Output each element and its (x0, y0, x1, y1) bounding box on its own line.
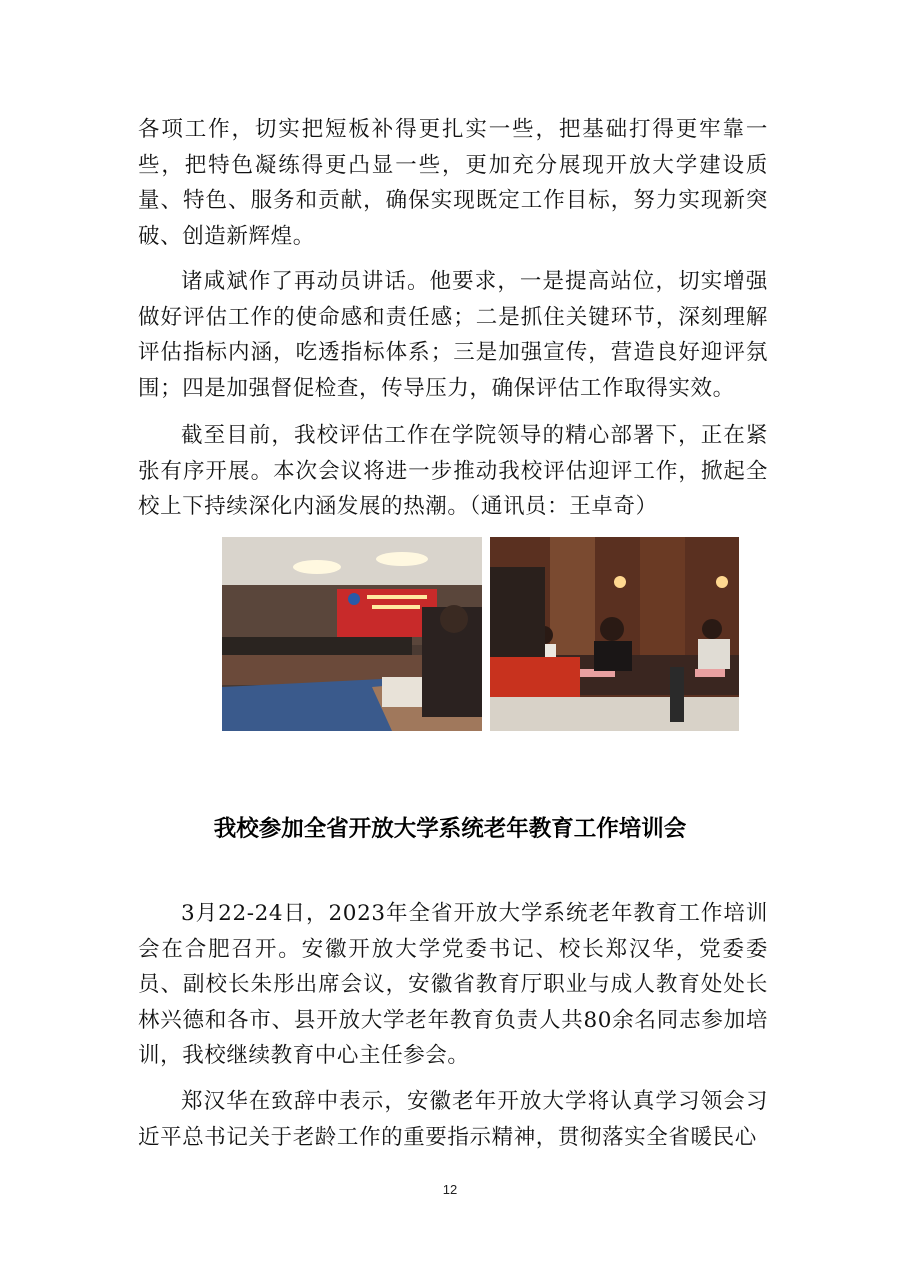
meeting-photo-right (490, 537, 739, 731)
paragraph-5: 郑汉华在致辞中表示，安徽老年开放大学将认真学习领会习近平总书记关于老龄工作的重要指示精神，贯彻落实全省暖民心 (138, 1089, 768, 1150)
page-number: 12 (442, 1182, 458, 1197)
paragraph-4: 3月22-24日，2023年全省开放大学系统老年教育工作培训会在合肥召开。安徽开放大学党委书记、校长郑汉华，党委委员、副校长朱彤出席会议，安徽省教育厅职业与成人教育处处长林兴德和各市、县开放大学老年教育负责人共80余名同志参加培训，我校继续教育中心主任参会。 (138, 901, 768, 1068)
paragraph-1: 各项工作，切实把短板补得更扎实一些，把基础打得更牢靠一些，把特色凝练得更凸显一些，更加充分展现开放大学建设质量、特色、服务和贡献，确保实现既定工作目标，努力实现新突破、创造新辉煌。 (138, 117, 768, 249)
paragraph-3: 截至目前，我校评估工作在学院领导的精心部署下，正在紧张有序开展。本次会议将进一步推动我校评估迎评工作，掀起全校上下持续深化内涵发展的热潮。（通讯员：王卓奇） (138, 423, 768, 519)
paragraph-2: 诸咸斌作了再动员讲话。他要求，一是提高站位，切实增强做好评估工作的使命感和责任感；二是抓住关键环节，深刻理解评估指标内涵，吃透指标体系；三是加强宣传，营造良好迎评氛围；四是加强督促检查，传导压力，确保评估工作取得实效。 (138, 269, 768, 401)
article-title: 我校参加全省开放大学系统老年教育工作培训会 (213, 816, 687, 842)
meeting-photo-left (222, 537, 482, 731)
